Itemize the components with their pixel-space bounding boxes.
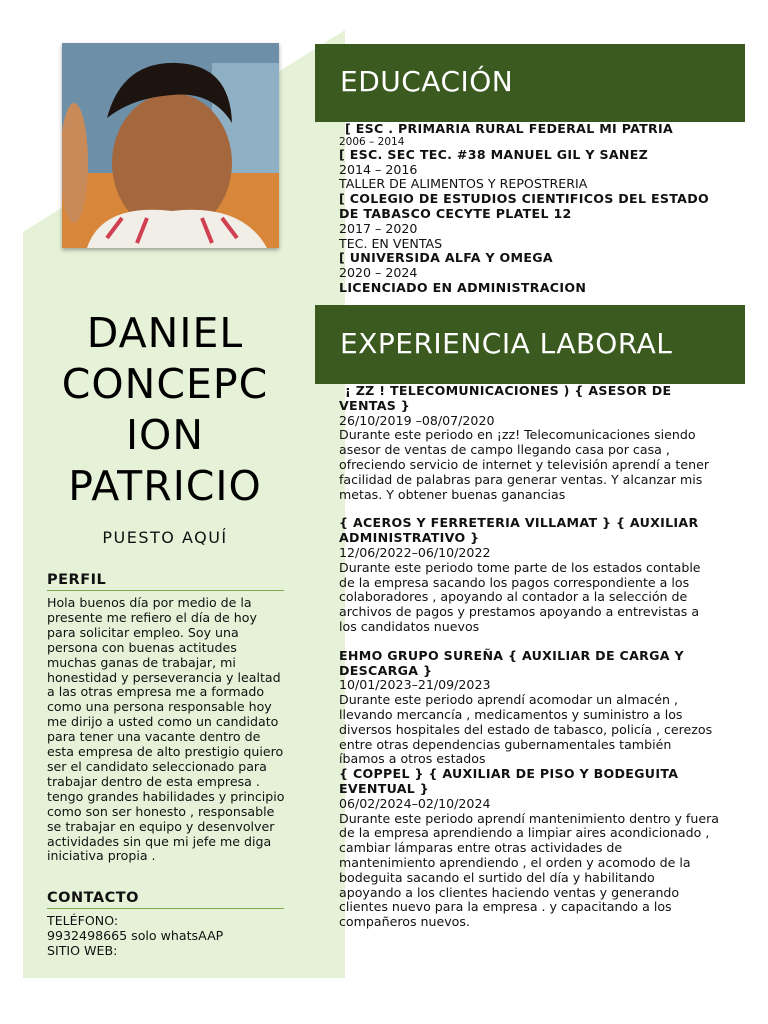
education-item [339, 148, 719, 192]
contacto-heading: CONTACTO [47, 890, 284, 909]
job-heading: { COPPEL } { AUXILIAR DE PISO Y BODEGUITA EVENTUAL } [339, 766, 679, 796]
job-item [339, 384, 719, 502]
profile-photo [62, 43, 279, 248]
education-item [339, 192, 719, 251]
web-label: SITIO WEB: [47, 942, 118, 958]
job-dates: 10/01/2023–21/09/2023 [339, 677, 491, 693]
job-item [339, 767, 719, 930]
phone-label: TELÉFONO: [47, 913, 119, 928]
education-item [339, 251, 719, 295]
school-name: [ ESC. SEC TEC. #38 MANUEL GIL Y SANEZ [339, 146, 649, 162]
school-dates: 2006 – 2014 [339, 135, 405, 148]
name-line: CONCEPC [61, 360, 269, 408]
school-name: [ ESC . PRIMARIA RURAL FEDERAL MI PATRIA [345, 121, 674, 136]
job-item [339, 649, 719, 767]
job-dates: 26/10/2019 –08/07/2020 [339, 412, 495, 428]
school-dates: 2017 – 2020 [339, 220, 418, 236]
job-description: Durante este periodo aprendí acomodar un almacén , llevando mercancía , medicamentos y suministro a los diversos hospitales del estado de tabasco, policía , cerezos entre otras dependencias gubernamentales también íbamos a otros estados [339, 692, 713, 767]
school-name: [ COLEGIO DE ESTUDIOS CIENTIFICOS DEL ESTADO DE TABASCO CECYTE PLATEL 12 [339, 191, 709, 221]
name-line: ION [125, 411, 205, 459]
job-heading: ¡ ZZ ! TELECOMUNICACIONES ) { ASESOR DE VENTAS } [339, 383, 672, 413]
phone-value: 9932498665 solo whatsAAP [47, 927, 224, 943]
school-dates: 2020 – 2024 [339, 265, 418, 281]
name-line: PATRICIO [68, 462, 262, 510]
education-item [339, 122, 719, 148]
job-description: Durante este periodo tome parte de los estados contable de la empresa sacando los pagos correspondiente a los colaboradores , apoyando al contador a la selección de archivos de pagos y prestamos apoyando a entrevistas a los candidatos nuevos [339, 559, 701, 634]
job-description: Durante este periodo aprendí mantenimiento dentro y fuera de la empresa aprendiendo a limpiar aires acondicionado , cambiar lámparas entre otras actividades de mantenimiento aprendiendo , el orden y acomodo de la bodeguita sacando el surtido del día y habilitando apoyando a los clientes haciendo ventas y generando clientes nuevo para la empresa . y capacitando a los compañeros nuevos. [339, 810, 719, 930]
contact-block [47, 914, 287, 959]
experiencia-banner: EXPERIENCIA LABORAL [315, 305, 745, 384]
educacion-banner: EDUCACIÓN [315, 44, 745, 122]
job-title: PUESTO AQUÍ [102, 528, 228, 547]
school-detail: LICENCIADO EN ADMINISTRACION [339, 279, 587, 295]
school-dates: 2014 – 2016 [339, 161, 418, 177]
job-heading: { ACEROS Y FERRETERIA VILLAMAT } { AUXILIAR ADMINISTRATIVO } [339, 515, 699, 546]
school-detail: TALLER DE ALIMENTOS Y REPOSTRERIA [339, 176, 588, 192]
job-dates: 12/06/2022–06/10/2022 [339, 544, 491, 560]
experiencia-list [339, 384, 719, 930]
perfil-text: Hola buenos día por medio de la presente me refiero el día de hoy para solicitar empleo. Soy una persona con buenas actitudes muchas ganas de trabajar, mi honestidad y perseverancia y lealtad a las otras empresa me a formado como una persona responsable hoy me dirijo a usted como un candidato para tener una vacante dentro de esta empresa de alto prestigio quiero ser el candidato seleccionado para trabajar dentro de esta empresa . tengo grandes habilidades y principio como son ser honesto , responsable se trabajar en equipo y desenvolver actividades sin que mi jefe me diga iniciativa propia . [47, 595, 285, 864]
educacion-list [339, 122, 719, 296]
candidate-name [40, 308, 290, 512]
job-description: Durante este periodo en ¡zz! Telecomunicaciones siendo asesor de ventas de campo llegando casa por casa , ofreciendo servicio de internet y televisión aprendí a tener facilidad de palabras para generar ventas. Y alcanzar mis metas. Y obtener buenas ganancias [339, 427, 709, 502]
perfil-heading: PERFIL [47, 572, 284, 591]
job-heading: EHMO GRUPO SUREÑA { AUXILIAR DE CARGA Y DESCARGA } [339, 647, 684, 678]
job-item [339, 516, 719, 634]
school-detail: TEC. EN VENTAS [339, 235, 443, 251]
job-dates: 06/02/2024–02/10/2024 [339, 795, 491, 811]
name-line: DANIEL [86, 309, 244, 357]
school-name: [ UNIVERSIDA ALFA Y OMEGA [339, 250, 553, 266]
